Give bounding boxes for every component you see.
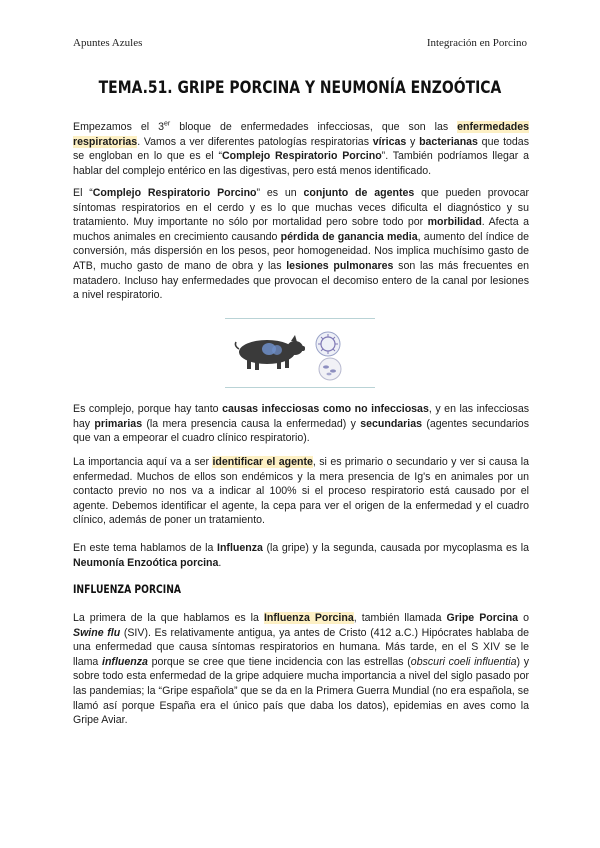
pig-illustration <box>225 319 375 387</box>
bacteria-icon <box>317 357 343 381</box>
paragraph-complejo: El “Complejo Respiratorio Porcino” es un conjunto de agentes que pueden provocar síntomas respiratorios en el cerdo y es lo que muchas veces dificulta el diagnóstico y su tratamiento. Muy importante no sólo por mortalidad pero sobre todo por morbilidad. Afecta a muchos animales en crecimiento causando pérdida de ganancia media, aumento del índice de conversión, más dispersión en los pesos, peor homogeneidad. Nos implica muchísimo gasto de ATB, mucho gasto de mano de obra y las lesiones pulmonares son las más frecuentes en matadero. Incluso hay enfermedades que provocan el decomiso entero de la canal por lesiones a nivel respiratorio. <box>73 187 530 302</box>
header-right: Integración en Porcino <box>426 37 527 49</box>
paragraph-importancia: La importancia aquí va a ser identificar el agente, si es primario o secundario y ver si causa la enfermedad. Muchos de ellos son endémicos y la mera presencia de Ig's en animales por un contacto previo no nos va a indicar al 100% si el proceso respiratorio está causado por el agente. Debemos identificar el agente, la cepa para ver el origen de la enfermedad y el cuadro clínico, además de poner un tratamiento. <box>73 456 529 527</box>
highlight: enfermedades respiratorias <box>73 121 529 148</box>
paragraph-causas: Es complejo, porque hay tanto causas infecciosas como no infecciosas, y en las infecciosas hay primarias (la mera presencia causa la enfermedad) y secundarias (agentes secundarios que van a empeorar el cuadro clínico respiratorio). <box>73 403 530 445</box>
highlight: identificar el agente <box>212 456 313 468</box>
section-title: INFLUENZA PORCINA <box>73 582 182 596</box>
paragraph-tema: En este tema hablamos de la Influenza (la gripe) y la segunda, causada por mycoplasma es la Neumonía Enzoótica porcina. <box>73 542 529 569</box>
header-left: Apuntes Azules <box>73 37 143 49</box>
virus-icon <box>313 329 343 359</box>
paragraph-influenza: La primera de la que hablamos es la Influenza Porcina, también llamada Gripe Porcina o Swine flu (SIV). Es relativamente antigua, ya antes de Cristo (412 a.C.) Hipócrates hablaba de una enfermedad que causa síntomas respiratorios en humana. Más tarde, en el S XIV se le llama influenza porque se cree que tiene incidencia con las estrellas (obscuri coeli influentia) y sobre todo esta enfermedad de la gripe adquiere mucha importancia a nivel del siglo pasado por las pandemias; la “Gripe española” que se da en la Primera Guerra Mundial (no era española, se llamó así porque España era el único país que daba los datos), epidemias en aves como la Gripe Aviar. <box>73 612 530 727</box>
page-header <box>73 37 527 51</box>
paragraph-intro: Empezamos el 3er bloque de enfermedades infecciosas, que son las enfermedades respiratorias. Vamos a ver diferentes patologías respiratorias víricas y bacterianas que todas se engloban en lo que es el “Complejo Respiratorio Porcino”. También podríamos llegar a hablar del complejo entérico en las digestivas, pero está menos identificado. <box>73 120 530 177</box>
highlight: Influenza Porcina <box>263 612 354 624</box>
figure-pig-agents <box>225 318 375 388</box>
page-title: TEMA.51. GRIPE PORCINA Y NEUMONÍA ENZOÓTICA <box>98 78 502 98</box>
